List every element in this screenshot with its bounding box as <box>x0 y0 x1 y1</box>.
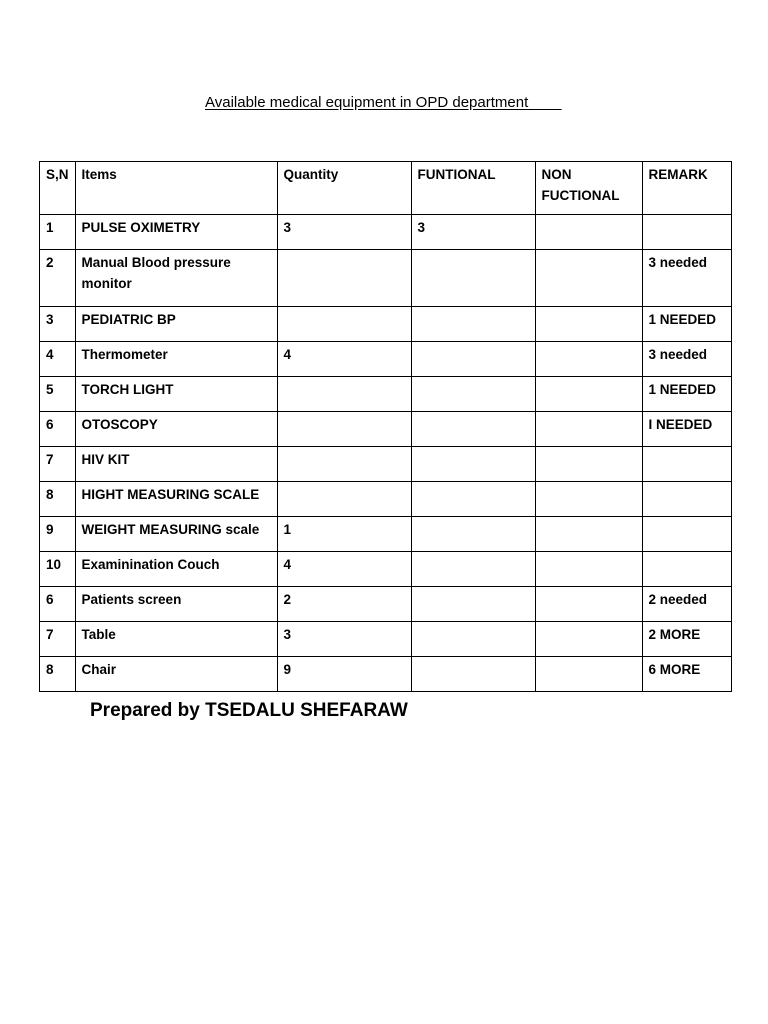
cell-item: TORCH LIGHT <box>75 377 277 412</box>
cell-item: Chair <box>75 657 277 692</box>
cell-item: PEDIATRIC BP <box>75 307 277 342</box>
cell-sn: 7 <box>40 622 76 657</box>
cell-non-functional <box>535 587 642 622</box>
cell-remark: 6 MORE <box>642 657 731 692</box>
cell-quantity: 9 <box>277 657 411 692</box>
cell-sn: 1 <box>40 215 76 250</box>
cell-non-functional <box>535 517 642 552</box>
cell-non-functional <box>535 412 642 447</box>
cell-non-functional <box>535 377 642 412</box>
cell-item: WEIGHT MEASURING scale <box>75 517 277 552</box>
prepared-by: Prepared by TSEDALU SHEFARAW <box>90 700 408 721</box>
cell-non-functional <box>535 482 642 517</box>
cell-sn: 6 <box>40 587 76 622</box>
cell-item: OTOSCOPY <box>75 412 277 447</box>
cell-remark: 1 NEEDED <box>642 377 731 412</box>
cell-quantity: 3 <box>277 215 411 250</box>
cell-functional <box>411 377 535 412</box>
cell-non-functional <box>535 215 642 250</box>
table-row <box>40 657 732 692</box>
cell-sn: 10 <box>40 552 76 587</box>
table-row <box>40 447 732 482</box>
header-non-functional: NON FUCTIONAL <box>535 162 642 215</box>
cell-sn: 5 <box>40 377 76 412</box>
cell-sn: 7 <box>40 447 76 482</box>
header-sn: S,N <box>40 162 76 215</box>
cell-sn: 3 <box>40 307 76 342</box>
cell-item: PULSE OXIMETRY <box>75 215 277 250</box>
cell-remark <box>642 517 731 552</box>
cell-remark <box>642 215 731 250</box>
cell-remark: 3 needed <box>642 250 731 307</box>
header-functional: FUNTIONAL <box>411 162 535 215</box>
cell-remark <box>642 552 731 587</box>
cell-item: Thermometer <box>75 342 277 377</box>
cell-non-functional <box>535 657 642 692</box>
cell-item: Patients screen <box>75 587 277 622</box>
table-row <box>40 250 732 307</box>
table-row <box>40 215 732 250</box>
cell-non-functional <box>535 447 642 482</box>
table-row <box>40 587 732 622</box>
cell-quantity <box>277 447 411 482</box>
table-row <box>40 552 732 587</box>
table-row <box>40 412 732 447</box>
cell-item: Table <box>75 622 277 657</box>
cell-quantity <box>277 377 411 412</box>
cell-quantity: 1 <box>277 517 411 552</box>
cell-remark: 3 needed <box>642 342 731 377</box>
cell-sn: 2 <box>40 250 76 307</box>
document-title: Available medical equipment in OPD department <box>205 94 562 111</box>
cell-functional: 3 <box>411 215 535 250</box>
cell-item: Manual Blood pressure monitor <box>75 250 277 307</box>
cell-sn: 9 <box>40 517 76 552</box>
header-quantity: Quantity <box>277 162 411 215</box>
cell-remark: 1 NEEDED <box>642 307 731 342</box>
cell-functional <box>411 552 535 587</box>
cell-non-functional <box>535 342 642 377</box>
header-remark: REMARK <box>642 162 731 215</box>
cell-quantity: 2 <box>277 587 411 622</box>
cell-quantity <box>277 482 411 517</box>
cell-item: Examinination Couch <box>75 552 277 587</box>
table-header-row <box>40 162 732 215</box>
cell-functional <box>411 447 535 482</box>
cell-item: HIV KIT <box>75 447 277 482</box>
cell-functional <box>411 482 535 517</box>
cell-sn: 8 <box>40 657 76 692</box>
cell-quantity: 3 <box>277 622 411 657</box>
cell-functional <box>411 342 535 377</box>
cell-remark <box>642 447 731 482</box>
cell-remark: I NEEDED <box>642 412 731 447</box>
cell-functional <box>411 587 535 622</box>
cell-sn: 8 <box>40 482 76 517</box>
cell-functional <box>411 307 535 342</box>
cell-non-functional <box>535 552 642 587</box>
cell-quantity <box>277 250 411 307</box>
table-row <box>40 342 732 377</box>
cell-functional <box>411 517 535 552</box>
cell-quantity: 4 <box>277 342 411 377</box>
cell-remark: 2 MORE <box>642 622 731 657</box>
table-row <box>40 377 732 412</box>
cell-non-functional <box>535 307 642 342</box>
table-row <box>40 622 732 657</box>
table-row <box>40 307 732 342</box>
cell-item: HIGHT MEASURING SCALE <box>75 482 277 517</box>
cell-functional <box>411 412 535 447</box>
cell-non-functional <box>535 250 642 307</box>
cell-remark: 2 needed <box>642 587 731 622</box>
cell-quantity <box>277 412 411 447</box>
table-row <box>40 517 732 552</box>
cell-functional <box>411 250 535 307</box>
cell-sn: 4 <box>40 342 76 377</box>
cell-remark <box>642 482 731 517</box>
cell-functional <box>411 657 535 692</box>
table-row <box>40 482 732 517</box>
cell-quantity: 4 <box>277 552 411 587</box>
cell-quantity <box>277 307 411 342</box>
cell-functional <box>411 622 535 657</box>
equipment-table <box>39 161 732 692</box>
header-items: Items <box>75 162 277 215</box>
cell-non-functional <box>535 622 642 657</box>
cell-sn: 6 <box>40 412 76 447</box>
